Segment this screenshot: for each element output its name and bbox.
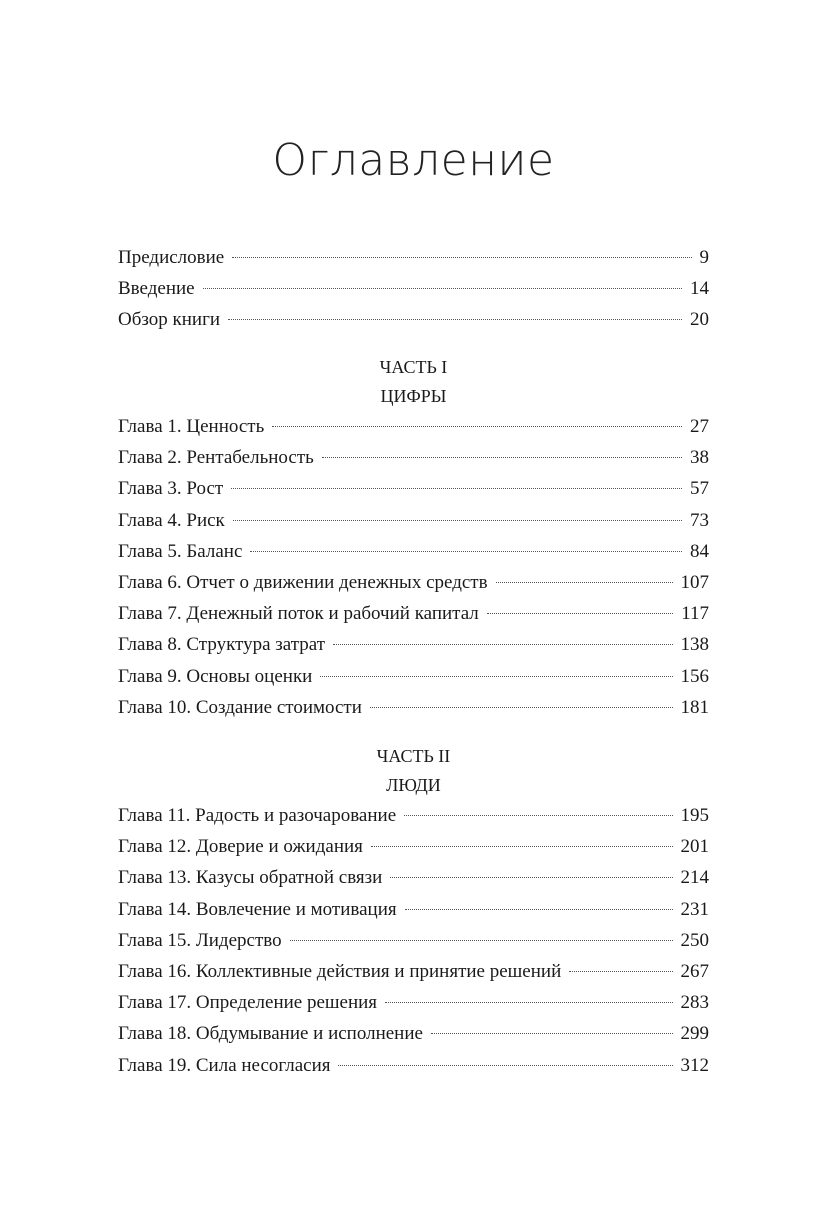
toc-entry[interactable] <box>118 505 709 536</box>
toc-entry-page: 299 <box>680 1023 709 1045</box>
part-name: ЛЮДИ <box>386 775 441 795</box>
dot-leader <box>203 288 682 289</box>
toc-entry-page: 283 <box>680 992 709 1014</box>
toc-entry-title: Глава 17. Определение решения <box>118 992 378 1014</box>
toc-entry-page: 57 <box>690 478 709 500</box>
toc-entry-page: 201 <box>680 836 709 858</box>
dot-leader <box>322 457 682 458</box>
dot-leader <box>320 676 672 677</box>
dot-leader <box>405 909 673 910</box>
toc-entry-title: Глава 1. Ценность <box>118 416 265 437</box>
toc-entry[interactable] <box>118 442 709 473</box>
toc-entry[interactable] <box>118 1050 709 1081</box>
toc-entry-title: Глава 18. Обдумывание и исполнение <box>118 1023 423 1045</box>
toc-entry-page: 214 <box>680 867 709 889</box>
toc-entry-title: Глава 3. Рост <box>118 478 224 500</box>
toc-entry[interactable] <box>118 831 709 862</box>
toc-entry[interactable] <box>118 800 709 831</box>
toc-entry-page: 231 <box>680 898 709 920</box>
toc-entry-title: Обзор книги <box>118 309 221 331</box>
part-2 <box>118 742 709 1081</box>
part-number: ЧАСТЬ I <box>379 357 448 377</box>
toc-entry[interactable] <box>118 894 709 925</box>
toc-entry[interactable] <box>118 661 709 692</box>
dot-leader <box>338 1065 672 1066</box>
toc-entry[interactable] <box>118 1018 709 1049</box>
toc-entry[interactable] <box>118 242 709 273</box>
toc-entry-title: Глава 4. Риск <box>118 509 225 531</box>
toc-entry-page: 107 <box>680 571 709 593</box>
toc-entry-title: Предисловие <box>118 247 225 268</box>
toc-entry[interactable] <box>118 536 709 567</box>
toc-entry[interactable] <box>118 987 709 1018</box>
dot-leader <box>390 877 672 878</box>
dot-leader <box>496 582 673 583</box>
toc-entry-title: Глава 15. Лидерство <box>118 929 282 951</box>
toc-entry[interactable] <box>118 411 709 442</box>
dot-leader <box>228 319 682 320</box>
toc-entry-title: Глава 5. Баланс <box>118 540 243 562</box>
dot-leader <box>487 613 673 614</box>
page-title: Оглавление <box>272 135 555 186</box>
toc-entry-page: 312 <box>680 1054 709 1076</box>
dot-leader <box>250 551 682 552</box>
toc-entry[interactable] <box>118 304 709 335</box>
toc-entry[interactable] <box>118 925 709 956</box>
toc-entry[interactable] <box>118 598 709 629</box>
toc-entry-page: 138 <box>680 634 709 656</box>
toc-entry-page: 20 <box>690 309 709 331</box>
toc-entry-page: 156 <box>680 665 709 687</box>
toc-entry[interactable] <box>118 956 709 987</box>
part-number: ЧАСТЬ II <box>376 746 451 766</box>
toc-entry-page: 84 <box>690 540 709 562</box>
toc-entry-title: Глава 19. Сила несогласия <box>118 1054 331 1076</box>
toc-entry-title: Глава 12. Доверие и ожидания <box>118 836 363 858</box>
toc-entry-page: 181 <box>680 696 709 718</box>
dot-leader <box>404 815 672 816</box>
toc-entry[interactable] <box>118 692 709 723</box>
dot-leader <box>233 520 682 521</box>
toc-entry[interactable] <box>118 473 709 504</box>
toc-entry-title: Глава 11. Радость и разочарование <box>118 805 397 826</box>
toc-entry-title: Глава 13. Казусы обратной связи <box>118 867 383 889</box>
toc-entry-title: Глава 16. Коллективные действия и принятие решений <box>118 960 562 982</box>
toc-entry[interactable] <box>118 273 709 304</box>
dot-leader <box>431 1033 673 1034</box>
dot-leader <box>231 488 682 489</box>
toc-entry-title: Глава 9. Основы оценки <box>118 665 313 687</box>
toc-entry-page: 73 <box>690 509 709 531</box>
dot-leader <box>370 707 673 708</box>
toc-entry-title: Глава 6. Отчет о движении денежных средств <box>118 571 488 593</box>
toc-entry-page: 250 <box>680 929 709 951</box>
dot-leader <box>385 1002 672 1003</box>
toc-entry-page: 117 <box>681 603 709 625</box>
toc-entry[interactable] <box>118 629 709 660</box>
dot-leader <box>232 257 691 258</box>
toc-entry-page: 27 <box>690 416 709 437</box>
toc-entry-title: Глава 8. Структура затрат <box>118 634 326 656</box>
toc-entry-title: Глава 7. Денежный поток и рабочий капитал <box>118 603 479 625</box>
toc-entry-page: 38 <box>690 447 709 469</box>
part-1 <box>118 353 709 723</box>
toc-entry-page: 195 <box>680 805 709 826</box>
toc-entry-title: Глава 10. Создание стоимости <box>118 696 362 718</box>
toc-entry[interactable] <box>118 567 709 598</box>
toc-entry[interactable] <box>118 862 709 893</box>
toc-entry-title: Введение <box>118 278 195 300</box>
toc-entry-title: Глава 2. Рентабельность <box>118 447 314 469</box>
dot-leader <box>333 644 672 645</box>
dot-leader <box>272 426 682 427</box>
dot-leader <box>569 971 672 972</box>
toc-entry-title: Глава 14. Вовлечение и мотивация <box>118 898 397 920</box>
dot-leader <box>290 940 673 941</box>
toc-entry-page: 267 <box>680 960 709 982</box>
dot-leader <box>371 846 673 847</box>
toc-entry-page: 14 <box>690 278 709 300</box>
toc-entry-page: 9 <box>699 247 709 268</box>
part-name: ЦИФРЫ <box>380 386 447 406</box>
front-matter-list <box>118 242 709 336</box>
